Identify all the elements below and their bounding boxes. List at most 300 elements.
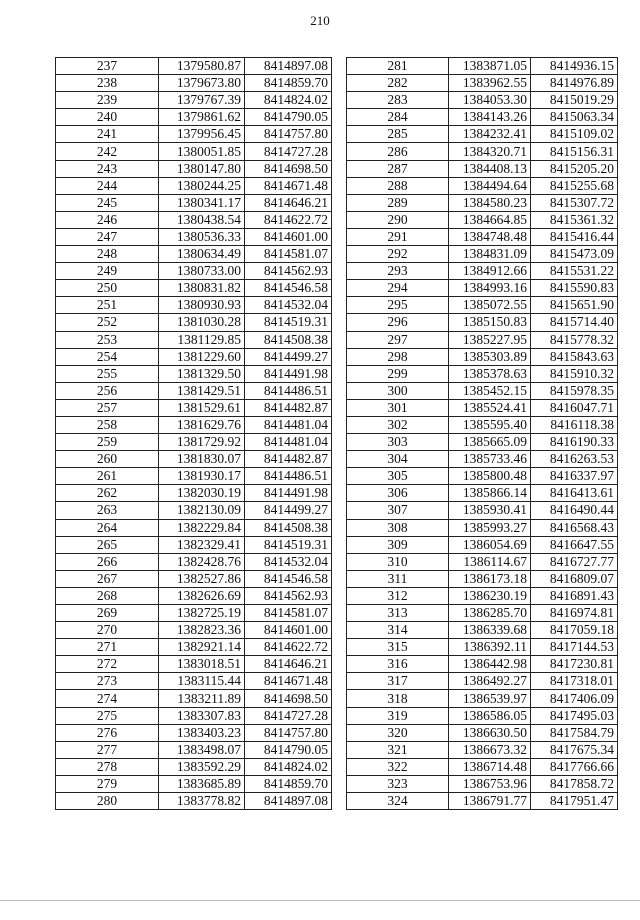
point-number-cell: 324 bbox=[347, 793, 449, 810]
table-row bbox=[347, 126, 618, 143]
x-coordinate-cell: 1379673.80 bbox=[159, 75, 245, 92]
table-row bbox=[56, 468, 332, 485]
table-row bbox=[347, 775, 618, 792]
x-coordinate-cell: 1380438.54 bbox=[159, 211, 245, 228]
table-row bbox=[347, 451, 618, 468]
point-number-cell: 270 bbox=[56, 622, 159, 639]
table-row bbox=[56, 280, 332, 297]
y-coordinate-cell: 8416413.61 bbox=[531, 485, 618, 502]
y-coordinate-cell: 8414546.58 bbox=[245, 280, 332, 297]
table-row bbox=[56, 570, 332, 587]
point-number-cell: 301 bbox=[347, 399, 449, 416]
table-row bbox=[56, 160, 332, 177]
point-number-cell: 283 bbox=[347, 92, 449, 109]
point-number-cell: 294 bbox=[347, 280, 449, 297]
table-row bbox=[56, 485, 332, 502]
table-row bbox=[56, 622, 332, 639]
x-coordinate-cell: 1386114.67 bbox=[449, 553, 531, 570]
y-coordinate-cell: 8416727.77 bbox=[531, 553, 618, 570]
table-row bbox=[347, 605, 618, 622]
y-coordinate-cell: 8414897.08 bbox=[245, 58, 332, 75]
y-coordinate-cell: 8415205.20 bbox=[531, 160, 618, 177]
page-number: 210 bbox=[310, 13, 330, 28]
y-coordinate-cell: 8414581.07 bbox=[245, 605, 332, 622]
y-coordinate-cell: 8414727.28 bbox=[245, 143, 332, 160]
table-row bbox=[347, 382, 618, 399]
table-row bbox=[56, 194, 332, 211]
point-number-cell: 245 bbox=[56, 194, 159, 211]
table-row bbox=[56, 297, 332, 314]
table-row bbox=[347, 485, 618, 502]
table-row bbox=[347, 246, 618, 263]
point-number-cell: 299 bbox=[347, 365, 449, 382]
point-number-cell: 256 bbox=[56, 382, 159, 399]
y-coordinate-cell: 8415255.68 bbox=[531, 177, 618, 194]
table-row bbox=[347, 656, 618, 673]
point-number-cell: 298 bbox=[347, 348, 449, 365]
table-row bbox=[347, 109, 618, 126]
y-coordinate-cell: 8417495.03 bbox=[531, 707, 618, 724]
x-coordinate-cell: 1383115.44 bbox=[159, 673, 245, 690]
x-coordinate-cell: 1379861.62 bbox=[159, 109, 245, 126]
x-coordinate-cell: 1382527.86 bbox=[159, 570, 245, 587]
point-number-cell: 287 bbox=[347, 160, 449, 177]
point-number-cell: 275 bbox=[56, 707, 159, 724]
table-row bbox=[347, 622, 618, 639]
y-coordinate-cell: 8414481.04 bbox=[245, 434, 332, 451]
point-number-cell: 284 bbox=[347, 109, 449, 126]
table-row bbox=[347, 536, 618, 553]
x-coordinate-cell: 1381429.51 bbox=[159, 382, 245, 399]
point-number-cell: 277 bbox=[56, 741, 159, 758]
y-coordinate-cell: 8414491.98 bbox=[245, 365, 332, 382]
point-number-cell: 243 bbox=[56, 160, 159, 177]
x-coordinate-cell: 1384993.16 bbox=[449, 280, 531, 297]
table-row bbox=[56, 434, 332, 451]
point-number-cell: 247 bbox=[56, 228, 159, 245]
y-coordinate-cell: 8415843.63 bbox=[531, 348, 618, 365]
point-number-cell: 276 bbox=[56, 724, 159, 741]
table-row bbox=[56, 211, 332, 228]
x-coordinate-cell: 1385452.15 bbox=[449, 382, 531, 399]
point-number-cell: 274 bbox=[56, 690, 159, 707]
x-coordinate-cell: 1386586.05 bbox=[449, 707, 531, 724]
point-number-cell: 238 bbox=[56, 75, 159, 92]
x-coordinate-cell: 1385866.14 bbox=[449, 485, 531, 502]
x-coordinate-cell: 1386492.27 bbox=[449, 673, 531, 690]
table-row bbox=[347, 365, 618, 382]
y-coordinate-cell: 8414499.27 bbox=[245, 502, 332, 519]
table-row bbox=[56, 758, 332, 775]
x-coordinate-cell: 1384320.71 bbox=[449, 143, 531, 160]
point-number-cell: 312 bbox=[347, 587, 449, 604]
table-row bbox=[56, 75, 332, 92]
x-coordinate-cell: 1382329.41 bbox=[159, 536, 245, 553]
point-number-cell: 278 bbox=[56, 758, 159, 775]
x-coordinate-cell: 1379956.45 bbox=[159, 126, 245, 143]
point-number-cell: 266 bbox=[56, 553, 159, 570]
table-row bbox=[56, 348, 332, 365]
table-row bbox=[347, 211, 618, 228]
point-number-cell: 313 bbox=[347, 605, 449, 622]
y-coordinate-cell: 8414790.05 bbox=[245, 109, 332, 126]
x-coordinate-cell: 1386539.97 bbox=[449, 690, 531, 707]
x-coordinate-cell: 1384143.26 bbox=[449, 109, 531, 126]
table-row bbox=[56, 639, 332, 656]
point-number-cell: 318 bbox=[347, 690, 449, 707]
x-coordinate-cell: 1384664.85 bbox=[449, 211, 531, 228]
x-coordinate-cell: 1386230.19 bbox=[449, 587, 531, 604]
point-number-cell: 271 bbox=[56, 639, 159, 656]
table-row bbox=[347, 263, 618, 280]
point-number-cell: 252 bbox=[56, 314, 159, 331]
y-coordinate-cell: 8416263.53 bbox=[531, 451, 618, 468]
y-coordinate-cell: 8417858.72 bbox=[531, 775, 618, 792]
point-number-cell: 323 bbox=[347, 775, 449, 792]
x-coordinate-cell: 1384232.41 bbox=[449, 126, 531, 143]
point-number-cell: 300 bbox=[347, 382, 449, 399]
table-row bbox=[347, 399, 618, 416]
table-row bbox=[56, 605, 332, 622]
x-coordinate-cell: 1381129.85 bbox=[159, 331, 245, 348]
x-coordinate-cell: 1385303.89 bbox=[449, 348, 531, 365]
y-coordinate-cell: 8414519.31 bbox=[245, 314, 332, 331]
y-coordinate-cell: 8416190.33 bbox=[531, 434, 618, 451]
point-number-cell: 261 bbox=[56, 468, 159, 485]
x-coordinate-cell: 1386285.70 bbox=[449, 605, 531, 622]
y-coordinate-cell: 8414482.87 bbox=[245, 399, 332, 416]
x-coordinate-cell: 1386339.68 bbox=[449, 622, 531, 639]
table-row bbox=[56, 775, 332, 792]
table-row bbox=[347, 690, 618, 707]
point-number-cell: 286 bbox=[347, 143, 449, 160]
table-row bbox=[347, 416, 618, 433]
point-number-cell: 259 bbox=[56, 434, 159, 451]
table-row bbox=[347, 177, 618, 194]
y-coordinate-cell: 8415019.29 bbox=[531, 92, 618, 109]
x-coordinate-cell: 1382229.84 bbox=[159, 519, 245, 536]
table-row bbox=[347, 724, 618, 741]
y-coordinate-cell: 8414727.28 bbox=[245, 707, 332, 724]
y-coordinate-cell: 8414698.50 bbox=[245, 160, 332, 177]
y-coordinate-cell: 8414646.21 bbox=[245, 194, 332, 211]
y-coordinate-cell: 8414622.72 bbox=[245, 639, 332, 656]
table-row bbox=[347, 331, 618, 348]
x-coordinate-cell: 1380536.33 bbox=[159, 228, 245, 245]
y-coordinate-cell: 8414508.38 bbox=[245, 331, 332, 348]
y-coordinate-cell: 8414562.93 bbox=[245, 587, 332, 604]
table-row bbox=[56, 707, 332, 724]
point-number-cell: 280 bbox=[56, 793, 159, 810]
y-coordinate-cell: 8417059.18 bbox=[531, 622, 618, 639]
y-coordinate-cell: 8414671.48 bbox=[245, 177, 332, 194]
point-number-cell: 268 bbox=[56, 587, 159, 604]
x-coordinate-cell: 1383871.05 bbox=[449, 58, 531, 75]
x-coordinate-cell: 1385150.83 bbox=[449, 314, 531, 331]
y-coordinate-cell: 8414546.58 bbox=[245, 570, 332, 587]
page-bottom-rule bbox=[0, 900, 640, 901]
y-coordinate-cell: 8416647.55 bbox=[531, 536, 618, 553]
table-row bbox=[347, 673, 618, 690]
x-coordinate-cell: 1385524.41 bbox=[449, 399, 531, 416]
point-number-cell: 292 bbox=[347, 246, 449, 263]
point-number-cell: 273 bbox=[56, 673, 159, 690]
point-number-cell: 319 bbox=[347, 707, 449, 724]
y-coordinate-cell: 8415416.44 bbox=[531, 228, 618, 245]
table-row bbox=[347, 280, 618, 297]
x-coordinate-cell: 1385072.55 bbox=[449, 297, 531, 314]
point-number-cell: 321 bbox=[347, 741, 449, 758]
x-coordinate-cell: 1382428.76 bbox=[159, 553, 245, 570]
point-number-cell: 249 bbox=[56, 263, 159, 280]
point-number-cell: 310 bbox=[347, 553, 449, 570]
table-row bbox=[56, 263, 332, 280]
x-coordinate-cell: 1381329.50 bbox=[159, 365, 245, 382]
x-coordinate-cell: 1383403.23 bbox=[159, 724, 245, 741]
point-number-cell: 311 bbox=[347, 570, 449, 587]
x-coordinate-cell: 1383962.55 bbox=[449, 75, 531, 92]
y-coordinate-cell: 8414646.21 bbox=[245, 656, 332, 673]
table-row bbox=[56, 587, 332, 604]
table-row bbox=[56, 673, 332, 690]
x-coordinate-cell: 1383685.89 bbox=[159, 775, 245, 792]
x-coordinate-cell: 1383307.83 bbox=[159, 707, 245, 724]
x-coordinate-cell: 1383211.89 bbox=[159, 690, 245, 707]
y-coordinate-cell: 8415063.34 bbox=[531, 109, 618, 126]
x-coordinate-cell: 1385733.46 bbox=[449, 451, 531, 468]
point-number-cell: 264 bbox=[56, 519, 159, 536]
table-row bbox=[347, 707, 618, 724]
y-coordinate-cell: 8414486.51 bbox=[245, 468, 332, 485]
table-row bbox=[56, 690, 332, 707]
point-number-cell: 306 bbox=[347, 485, 449, 502]
point-number-cell: 255 bbox=[56, 365, 159, 382]
y-coordinate-cell: 8416891.43 bbox=[531, 587, 618, 604]
table-row bbox=[56, 365, 332, 382]
table-row bbox=[56, 553, 332, 570]
table-row bbox=[347, 58, 618, 75]
y-coordinate-cell: 8414482.87 bbox=[245, 451, 332, 468]
x-coordinate-cell: 1380051.85 bbox=[159, 143, 245, 160]
y-coordinate-cell: 8415156.31 bbox=[531, 143, 618, 160]
table-row bbox=[56, 536, 332, 553]
point-number-cell: 322 bbox=[347, 758, 449, 775]
point-number-cell: 254 bbox=[56, 348, 159, 365]
table-row bbox=[56, 143, 332, 160]
point-number-cell: 262 bbox=[56, 485, 159, 502]
x-coordinate-cell: 1380831.82 bbox=[159, 280, 245, 297]
y-coordinate-cell: 8414562.93 bbox=[245, 263, 332, 280]
x-coordinate-cell: 1382626.69 bbox=[159, 587, 245, 604]
table-row bbox=[56, 92, 332, 109]
point-number-cell: 241 bbox=[56, 126, 159, 143]
point-number-cell: 240 bbox=[56, 109, 159, 126]
point-number-cell: 265 bbox=[56, 536, 159, 553]
point-number-cell: 289 bbox=[347, 194, 449, 211]
point-number-cell: 316 bbox=[347, 656, 449, 673]
y-coordinate-cell: 8414508.38 bbox=[245, 519, 332, 536]
table-row bbox=[56, 724, 332, 741]
point-number-cell: 281 bbox=[347, 58, 449, 75]
point-number-cell: 272 bbox=[56, 656, 159, 673]
table-row bbox=[347, 314, 618, 331]
point-number-cell: 251 bbox=[56, 297, 159, 314]
point-number-cell: 317 bbox=[347, 673, 449, 690]
point-number-cell: 297 bbox=[347, 331, 449, 348]
table-row bbox=[56, 228, 332, 245]
y-coordinate-cell: 8414601.00 bbox=[245, 622, 332, 639]
table-row bbox=[56, 177, 332, 194]
y-coordinate-cell: 8417584.79 bbox=[531, 724, 618, 741]
x-coordinate-cell: 1381030.28 bbox=[159, 314, 245, 331]
point-number-cell: 269 bbox=[56, 605, 159, 622]
point-number-cell: 246 bbox=[56, 211, 159, 228]
y-coordinate-cell: 8415473.09 bbox=[531, 246, 618, 263]
y-coordinate-cell: 8414976.89 bbox=[531, 75, 618, 92]
x-coordinate-cell: 1386753.96 bbox=[449, 775, 531, 792]
y-coordinate-cell: 8417766.66 bbox=[531, 758, 618, 775]
y-coordinate-cell: 8415778.32 bbox=[531, 331, 618, 348]
y-coordinate-cell: 8415910.32 bbox=[531, 365, 618, 382]
x-coordinate-cell: 1384408.13 bbox=[449, 160, 531, 177]
point-number-cell: 239 bbox=[56, 92, 159, 109]
y-coordinate-cell: 8416047.71 bbox=[531, 399, 618, 416]
table-row bbox=[347, 92, 618, 109]
point-number-cell: 250 bbox=[56, 280, 159, 297]
x-coordinate-cell: 1383592.29 bbox=[159, 758, 245, 775]
table-row bbox=[56, 741, 332, 758]
table-row bbox=[56, 331, 332, 348]
y-coordinate-cell: 8414532.04 bbox=[245, 297, 332, 314]
table-row bbox=[347, 570, 618, 587]
y-coordinate-cell: 8415978.35 bbox=[531, 382, 618, 399]
x-coordinate-cell: 1380341.17 bbox=[159, 194, 245, 211]
y-coordinate-cell: 8417406.09 bbox=[531, 690, 618, 707]
point-number-cell: 248 bbox=[56, 246, 159, 263]
point-number-cell: 293 bbox=[347, 263, 449, 280]
x-coordinate-cell: 1382130.09 bbox=[159, 502, 245, 519]
point-number-cell: 267 bbox=[56, 570, 159, 587]
point-number-cell: 308 bbox=[347, 519, 449, 536]
x-coordinate-cell: 1386630.50 bbox=[449, 724, 531, 741]
y-coordinate-cell: 8415307.72 bbox=[531, 194, 618, 211]
x-coordinate-cell: 1381529.61 bbox=[159, 399, 245, 416]
x-coordinate-cell: 1382921.14 bbox=[159, 639, 245, 656]
x-coordinate-cell: 1385800.48 bbox=[449, 468, 531, 485]
x-coordinate-cell: 1381629.76 bbox=[159, 416, 245, 433]
y-coordinate-cell: 8414824.02 bbox=[245, 758, 332, 775]
y-coordinate-cell: 8414519.31 bbox=[245, 536, 332, 553]
coordinates-table-right bbox=[346, 57, 618, 810]
table-row bbox=[347, 143, 618, 160]
x-coordinate-cell: 1383778.82 bbox=[159, 793, 245, 810]
point-number-cell: 302 bbox=[347, 416, 449, 433]
x-coordinate-cell: 1381729.92 bbox=[159, 434, 245, 451]
point-number-cell: 314 bbox=[347, 622, 449, 639]
x-coordinate-cell: 1386791.77 bbox=[449, 793, 531, 810]
point-number-cell: 309 bbox=[347, 536, 449, 553]
table-row bbox=[56, 793, 332, 810]
point-number-cell: 244 bbox=[56, 177, 159, 194]
y-coordinate-cell: 8416118.38 bbox=[531, 416, 618, 433]
point-number-cell: 279 bbox=[56, 775, 159, 792]
point-number-cell: 285 bbox=[347, 126, 449, 143]
x-coordinate-cell: 1385595.40 bbox=[449, 416, 531, 433]
x-coordinate-cell: 1382823.36 bbox=[159, 622, 245, 639]
x-coordinate-cell: 1383498.07 bbox=[159, 741, 245, 758]
table-row bbox=[56, 109, 332, 126]
y-coordinate-cell: 8414859.70 bbox=[245, 75, 332, 92]
y-coordinate-cell: 8414757.80 bbox=[245, 126, 332, 143]
x-coordinate-cell: 1384912.66 bbox=[449, 263, 531, 280]
x-coordinate-cell: 1384494.64 bbox=[449, 177, 531, 194]
y-coordinate-cell: 8417318.01 bbox=[531, 673, 618, 690]
x-coordinate-cell: 1381229.60 bbox=[159, 348, 245, 365]
x-coordinate-cell: 1386442.98 bbox=[449, 656, 531, 673]
point-number-cell: 305 bbox=[347, 468, 449, 485]
y-coordinate-cell: 8415651.90 bbox=[531, 297, 618, 314]
x-coordinate-cell: 1381830.07 bbox=[159, 451, 245, 468]
point-number-cell: 253 bbox=[56, 331, 159, 348]
y-coordinate-cell: 8417144.53 bbox=[531, 639, 618, 656]
point-number-cell: 263 bbox=[56, 502, 159, 519]
y-coordinate-cell: 8417230.81 bbox=[531, 656, 618, 673]
point-number-cell: 296 bbox=[347, 314, 449, 331]
x-coordinate-cell: 1386054.69 bbox=[449, 536, 531, 553]
x-coordinate-cell: 1382725.19 bbox=[159, 605, 245, 622]
y-coordinate-cell: 8416337.97 bbox=[531, 468, 618, 485]
x-coordinate-cell: 1386392.11 bbox=[449, 639, 531, 656]
x-coordinate-cell: 1382030.19 bbox=[159, 485, 245, 502]
y-coordinate-cell: 8415590.83 bbox=[531, 280, 618, 297]
y-coordinate-cell: 8414622.72 bbox=[245, 211, 332, 228]
table-row bbox=[56, 502, 332, 519]
y-coordinate-cell: 8417951.47 bbox=[531, 793, 618, 810]
table-row bbox=[56, 519, 332, 536]
table-row bbox=[56, 656, 332, 673]
table-row bbox=[347, 758, 618, 775]
point-number-cell: 288 bbox=[347, 177, 449, 194]
table-row bbox=[56, 126, 332, 143]
coordinates-table-left bbox=[55, 57, 332, 810]
point-number-cell: 290 bbox=[347, 211, 449, 228]
table-row bbox=[56, 416, 332, 433]
y-coordinate-cell: 8414897.08 bbox=[245, 793, 332, 810]
point-number-cell: 291 bbox=[347, 228, 449, 245]
y-coordinate-cell: 8414824.02 bbox=[245, 92, 332, 109]
table-row bbox=[56, 246, 332, 263]
x-coordinate-cell: 1385227.95 bbox=[449, 331, 531, 348]
x-coordinate-cell: 1380930.93 bbox=[159, 297, 245, 314]
y-coordinate-cell: 8416809.07 bbox=[531, 570, 618, 587]
point-number-cell: 307 bbox=[347, 502, 449, 519]
point-number-cell: 237 bbox=[56, 58, 159, 75]
table-row bbox=[56, 58, 332, 75]
y-coordinate-cell: 8414491.98 bbox=[245, 485, 332, 502]
y-coordinate-cell: 8414698.50 bbox=[245, 690, 332, 707]
table-row bbox=[347, 502, 618, 519]
x-coordinate-cell: 1386673.32 bbox=[449, 741, 531, 758]
y-coordinate-cell: 8416490.44 bbox=[531, 502, 618, 519]
x-coordinate-cell: 1385930.41 bbox=[449, 502, 531, 519]
table-row bbox=[347, 553, 618, 570]
table-row bbox=[56, 399, 332, 416]
y-coordinate-cell: 8414481.04 bbox=[245, 416, 332, 433]
x-coordinate-cell: 1380634.49 bbox=[159, 246, 245, 263]
y-coordinate-cell: 8415714.40 bbox=[531, 314, 618, 331]
x-coordinate-cell: 1383018.51 bbox=[159, 656, 245, 673]
y-coordinate-cell: 8414486.51 bbox=[245, 382, 332, 399]
